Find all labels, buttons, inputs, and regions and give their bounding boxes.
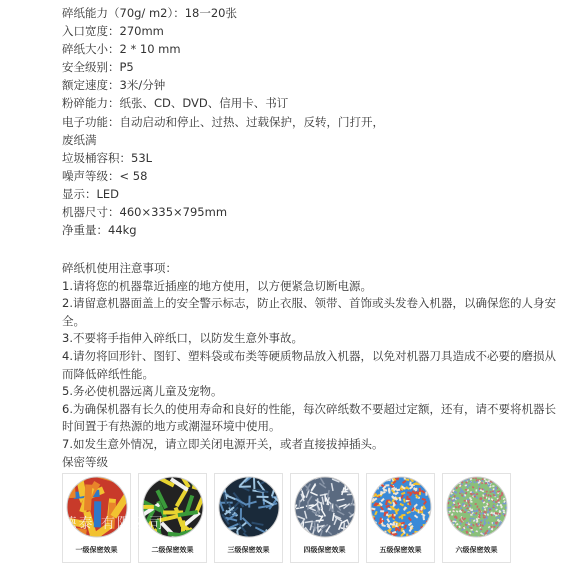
security-level-5 — [366, 473, 435, 563]
security-levels-heading: 保密等级 — [62, 454, 108, 469]
usage-note-5: 5.务必使机器远离儿童及宠物。 — [62, 384, 223, 399]
security-level-4 — [290, 473, 359, 563]
security-level-label: 五级保密效果 — [379, 546, 422, 554]
spec-list — [62, 4, 562, 239]
spec-electronic-functions-cont: 废纸满 — [62, 132, 97, 147]
spec-shred-materials: 粉碎能力：纸张、CD、DVD、信用卡、书订 — [62, 96, 289, 111]
spec-shred-size: 碎纸大小：2 * 10 mm — [62, 42, 181, 57]
spec-security-level: 安全级别：P5 — [62, 60, 134, 75]
shred-sample-image — [446, 476, 508, 538]
usage-note-1: 1.请将您的机器靠近插座的地方使用，以方便紧急切断电源。 — [62, 278, 372, 293]
shred-sample-image — [294, 476, 356, 538]
security-level-6 — [442, 473, 511, 563]
security-level-label: 二级保密效果 — [151, 546, 194, 554]
security-level-label: 四级保密效果 — [303, 546, 346, 554]
spec-rated-speed: 额定速度：3米/分钟 — [62, 78, 166, 93]
usage-note-4: 4.请勿将回形针、图钉、塑料袋或布类等硬质物品放入机器，以免对机器刀具造成不必要的磨损从而降低碎纸性能。 — [62, 348, 556, 381]
spec-entry-width: 入口宽度：270mm — [62, 24, 164, 39]
spec-bin-volume: 垃圾桶容积：53L — [62, 150, 153, 165]
spec-shred-capacity: 碎纸能力（70g/ m2）：18一20张 — [62, 6, 237, 20]
usage-notes-heading: 碎纸机使用注意事项： — [62, 261, 177, 275]
usage-note-7: 7.如发生意外情况，请立即关闭电源开关，或者直接拔掉插头。 — [62, 436, 384, 451]
watermark: 深圳市 德泰 有限公司 — [8, 516, 165, 532]
usage-note-2: 2.请留意机器面盖上的安全警示标志，防止衣服、领带、首饰或头发卷入机器，以确保您的人身安全。 — [62, 296, 556, 328]
spec-dimensions: 机器尺寸：460×335×795mm — [62, 205, 228, 220]
spec-net-weight: 净重量：44kg — [62, 223, 137, 238]
spec-display: 显示：LED — [62, 186, 120, 201]
security-level-3 — [214, 473, 283, 563]
shred-sample-image — [218, 476, 280, 538]
spec-electronic-functions: 电子功能：自动启动和停止、过热、过载保护，反转，门打开， — [62, 114, 384, 129]
shred-sample-image — [370, 476, 432, 538]
security-level-label: 一级保密效果 — [75, 546, 118, 554]
security-level-label: 三级保密效果 — [227, 546, 270, 554]
usage-note-6: 6.为确保机器有长久的使用寿命和良好的性能，每次碎纸数不要超过定额，还有，请不要将机器长时间置于有热源的地方或潮湿环境中使用。 — [62, 401, 556, 434]
usage-note-3: 3.不要将手指伸入碎纸口，以防发生意外事故。 — [62, 331, 303, 346]
spec-noise-level: 噪声等级：< 58 — [62, 168, 148, 183]
usage-notes — [62, 260, 562, 471]
security-level-label: 六级保密效果 — [455, 546, 498, 554]
